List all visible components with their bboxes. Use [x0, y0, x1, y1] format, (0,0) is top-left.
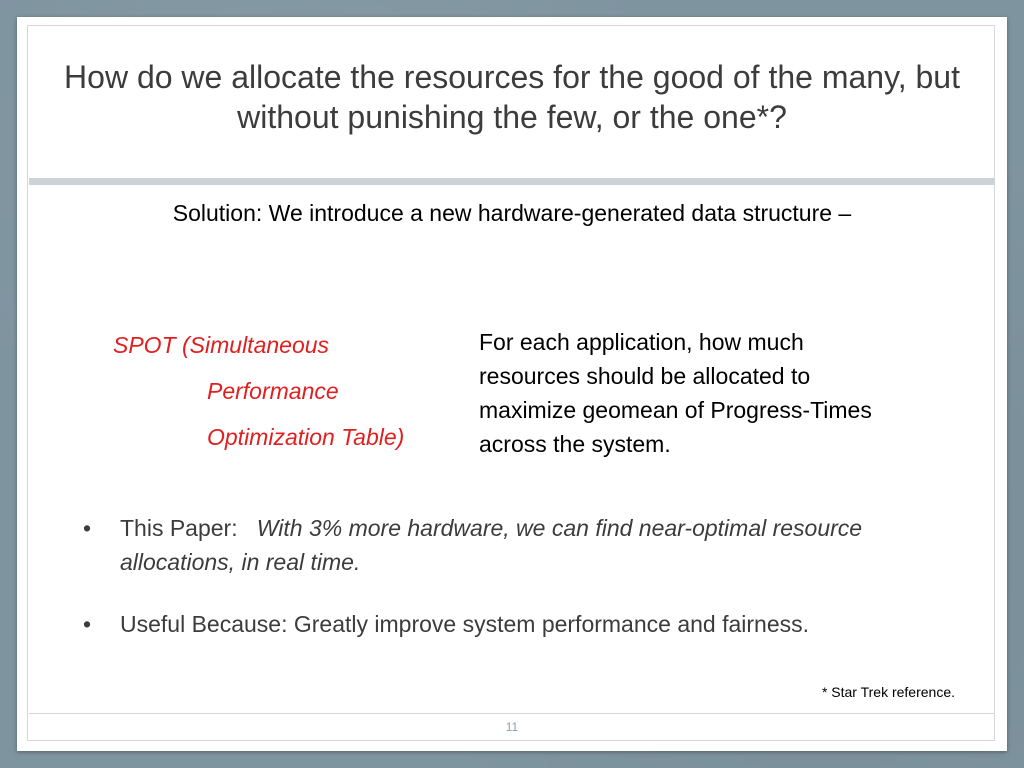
bullet-marker: •	[83, 515, 92, 541]
bullet-lead-text: This Paper:	[120, 515, 257, 541]
bullet-item-useful-because	[79, 607, 959, 641]
footnote: * Star Trek reference.	[821, 684, 955, 700]
spot-description: For each application, how much resources should be allocated to maximize geomean of Progress-Times across the system.	[479, 329, 872, 457]
solution-subtitle: Solution: We introduce a new hardware-generated data structure –	[172, 200, 852, 226]
bullet-marker: •	[83, 611, 92, 637]
bullet-emphasis-text: With 3% more hardware, we can find near-optimal resource allocations, in real time.	[120, 515, 863, 575]
spot-line-1: SPOT (Simultaneous	[113, 332, 330, 358]
page-number: 11	[505, 720, 519, 734]
bullet-item-this-paper	[79, 511, 959, 579]
spot-line-3: Optimization Table)	[207, 424, 405, 450]
bullet-list	[79, 511, 959, 641]
spot-line-2: Performance	[207, 378, 339, 404]
bullet-lead-text: Useful Because: Greatly improve system performance and fairness.	[120, 611, 810, 637]
slide	[17, 17, 1007, 751]
spot-acronym-expansion	[113, 322, 463, 460]
title-divider	[29, 178, 995, 185]
slide-title: How do we allocate the resources for the good of the many, but without punishing the few, or the one*?	[64, 59, 960, 135]
footer-divider	[29, 713, 995, 714]
